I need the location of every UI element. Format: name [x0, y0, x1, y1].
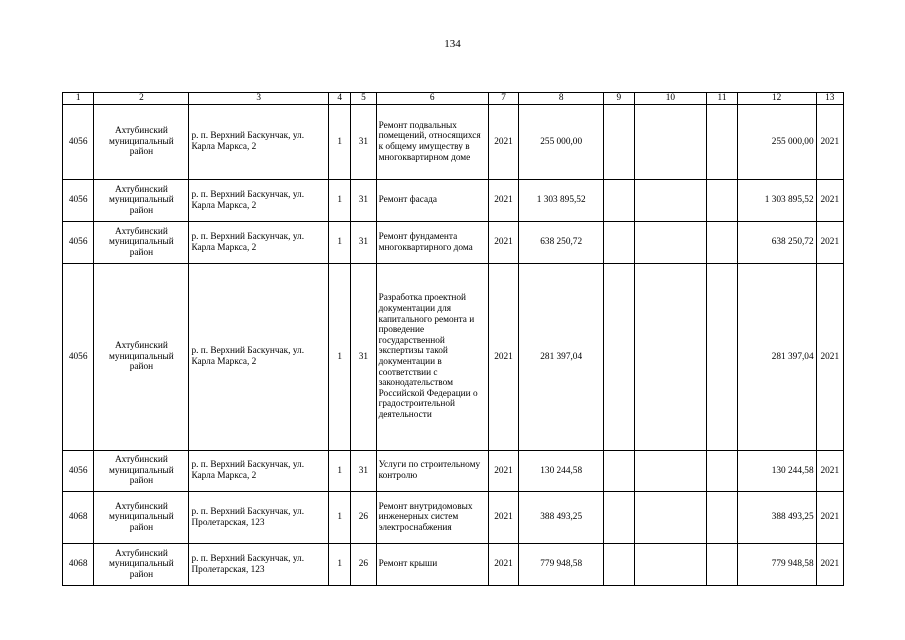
cell-year: 2021	[488, 264, 518, 451]
cell-col10	[634, 451, 707, 492]
table-row	[63, 264, 844, 451]
cell-code: 4056	[63, 180, 94, 222]
cell-col10	[634, 492, 707, 544]
cell-municipality: Ахтубинский муниципальный район	[94, 492, 189, 544]
cell-address: р. п. Верхний Баскунчак, ул. Пролетарская, 123	[189, 544, 329, 586]
cell-work: Ремонт внутридомовых инженерных систем электроснабжения	[376, 492, 488, 544]
cell-year: 2021	[488, 451, 518, 492]
column-header-6: 6	[376, 93, 488, 105]
cell-col5: 31	[351, 264, 376, 451]
table-row	[63, 492, 844, 544]
cell-col11	[707, 451, 737, 492]
column-header-11: 11	[707, 93, 737, 105]
cell-col5: 31	[351, 180, 376, 222]
cell-work: Разработка проектной документации для капитального ремонта и проведение государственной экспертизы такой документации в соответствии с законодательством Российской Федерации о градостроительной деятельности	[376, 264, 488, 451]
cell-municipality: Ахтубинский муниципальный район	[94, 105, 189, 180]
column-header-4: 4	[329, 93, 351, 105]
repair-program-table	[62, 92, 844, 586]
cell-year: 2021	[488, 222, 518, 264]
cell-municipality: Ахтубинский муниципальный район	[94, 180, 189, 222]
cell-total: 255 000,00	[519, 105, 604, 180]
cell-municipality: Ахтубинский муниципальный район	[94, 264, 189, 451]
table-row	[63, 222, 844, 264]
cell-col12: 255 000,00	[737, 105, 816, 180]
cell-code: 4068	[63, 544, 94, 586]
cell-col12: 1 303 895,52	[737, 180, 816, 222]
cell-address: р. п. Верхний Баскунчак, ул. Карла Маркса, 2	[189, 105, 329, 180]
cell-total: 130 244,58	[519, 451, 604, 492]
cell-col13: 2021	[816, 105, 843, 180]
cell-code: 4056	[63, 264, 94, 451]
cell-address: р. п. Верхний Баскунчак, ул. Карла Маркса, 2	[189, 264, 329, 451]
cell-total: 779 948,58	[519, 544, 604, 586]
cell-col5: 31	[351, 105, 376, 180]
cell-col9	[604, 451, 634, 492]
cell-col10	[634, 264, 707, 451]
cell-col13: 2021	[816, 222, 843, 264]
cell-year: 2021	[488, 180, 518, 222]
cell-col11	[707, 492, 737, 544]
cell-col11	[707, 180, 737, 222]
cell-col10	[634, 222, 707, 264]
cell-code: 4056	[63, 105, 94, 180]
cell-col5: 26	[351, 492, 376, 544]
cell-col9	[604, 222, 634, 264]
column-header-2: 2	[94, 93, 189, 105]
table-row	[63, 105, 844, 180]
cell-col13: 2021	[816, 264, 843, 451]
table-row	[63, 544, 844, 586]
cell-col13: 2021	[816, 544, 843, 586]
cell-municipality: Ахтубинский муниципальный район	[94, 222, 189, 264]
cell-col4: 1	[329, 544, 351, 586]
cell-code: 4068	[63, 492, 94, 544]
cell-municipality: Ахтубинский муниципальный район	[94, 451, 189, 492]
page-number: 134	[444, 38, 461, 50]
cell-code: 4056	[63, 222, 94, 264]
column-header-3: 3	[189, 93, 329, 105]
column-header-12: 12	[737, 93, 816, 105]
cell-col10	[634, 180, 707, 222]
column-header-5: 5	[351, 93, 376, 105]
cell-col5: 31	[351, 222, 376, 264]
cell-col4: 1	[329, 264, 351, 451]
cell-col10	[634, 544, 707, 586]
cell-col9	[604, 105, 634, 180]
cell-col11	[707, 264, 737, 451]
cell-col12: 130 244,58	[737, 451, 816, 492]
cell-work: Услуги по строительному контролю	[376, 451, 488, 492]
cell-col9	[604, 492, 634, 544]
table-row	[63, 451, 844, 492]
cell-total: 1 303 895,52	[519, 180, 604, 222]
column-header-7: 7	[488, 93, 518, 105]
cell-col4: 1	[329, 180, 351, 222]
cell-col4: 1	[329, 105, 351, 180]
cell-col9	[604, 544, 634, 586]
cell-address: р. п. Верхний Баскунчак, ул. Карла Маркса, 2	[189, 451, 329, 492]
cell-total: 638 250,72	[519, 222, 604, 264]
column-header-9: 9	[604, 93, 634, 105]
cell-col13: 2021	[816, 492, 843, 544]
cell-municipality: Ахтубинский муниципальный район	[94, 544, 189, 586]
cell-col4: 1	[329, 451, 351, 492]
cell-col12: 388 493,25	[737, 492, 816, 544]
cell-code: 4056	[63, 451, 94, 492]
cell-year: 2021	[488, 544, 518, 586]
cell-col11	[707, 222, 737, 264]
header-row	[63, 93, 844, 105]
cell-address: р. п. Верхний Баскунчак, ул. Карла Маркса, 2	[189, 180, 329, 222]
column-header-1: 1	[63, 93, 94, 105]
column-header-10: 10	[634, 93, 707, 105]
cell-address: р. п. Верхний Баскунчак, ул. Карла Маркса, 2	[189, 222, 329, 264]
cell-address: р. п. Верхний Баскунчак, ул. Пролетарская, 123	[189, 492, 329, 544]
cell-work: Ремонт подвальных помещений, относящихся к общему имуществу в многоквартирном доме	[376, 105, 488, 180]
cell-work: Ремонт фундамента многоквартирного дома	[376, 222, 488, 264]
cell-col5: 31	[351, 451, 376, 492]
cell-total: 281 397,04	[519, 264, 604, 451]
cell-col13: 2021	[816, 180, 843, 222]
cell-col11	[707, 544, 737, 586]
cell-work: Ремонт фасада	[376, 180, 488, 222]
cell-col10	[634, 105, 707, 180]
cell-work: Ремонт крыши	[376, 544, 488, 586]
cell-year: 2021	[488, 105, 518, 180]
cell-col4: 1	[329, 222, 351, 264]
cell-col9	[604, 180, 634, 222]
table-row	[63, 180, 844, 222]
cell-col4: 1	[329, 492, 351, 544]
cell-year: 2021	[488, 492, 518, 544]
cell-total: 388 493,25	[519, 492, 604, 544]
cell-col11	[707, 105, 737, 180]
cell-col12: 281 397,04	[737, 264, 816, 451]
cell-col12: 779 948,58	[737, 544, 816, 586]
column-header-13: 13	[816, 93, 843, 105]
cell-col9	[604, 264, 634, 451]
cell-col12: 638 250,72	[737, 222, 816, 264]
cell-col13: 2021	[816, 451, 843, 492]
column-header-8: 8	[519, 93, 604, 105]
cell-col5: 26	[351, 544, 376, 586]
